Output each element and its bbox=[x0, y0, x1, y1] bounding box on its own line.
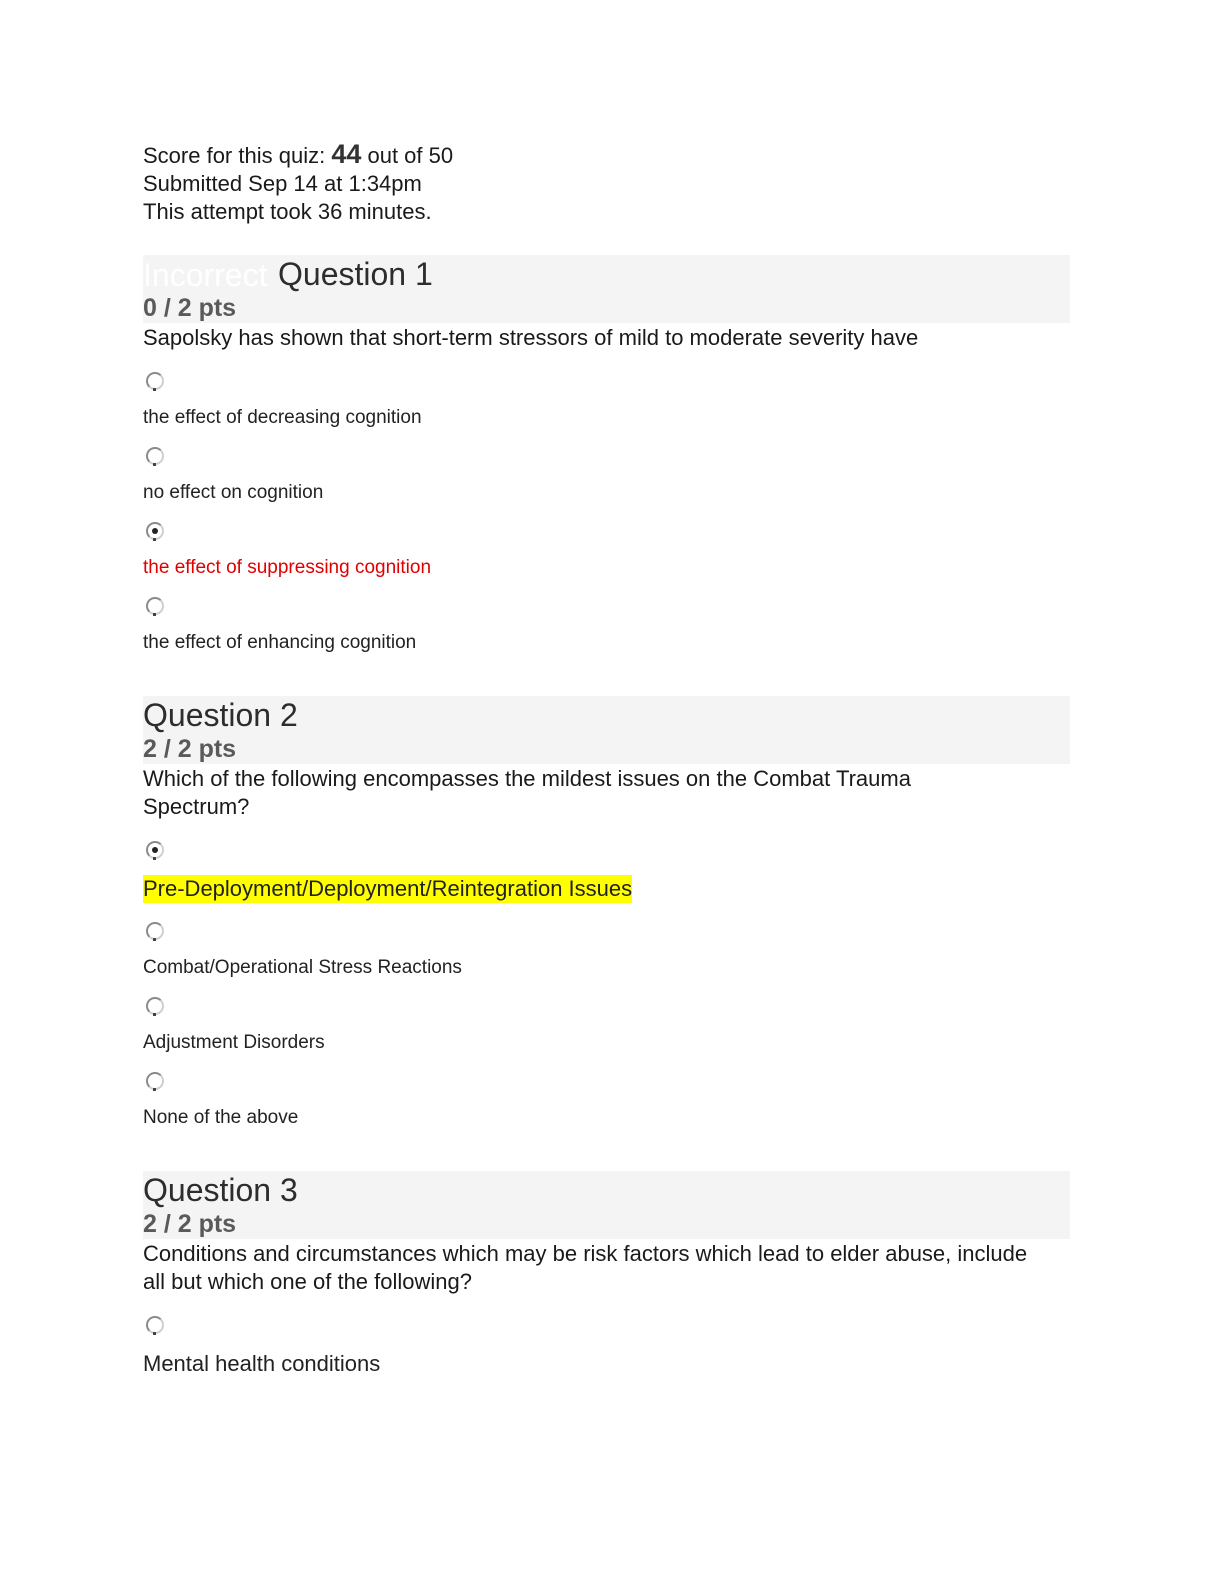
question-title: Question 2 bbox=[143, 697, 298, 733]
question-header bbox=[143, 255, 1070, 323]
answer-label: the effect of decreasing cognition bbox=[143, 407, 422, 428]
submitted-time: Submitted Sep 14 at 1:34pm bbox=[143, 171, 422, 196]
quiz-results-page bbox=[143, 140, 1070, 1378]
question-points: 2 / 2 pts bbox=[143, 735, 237, 763]
radio-button-selected[interactable] bbox=[146, 522, 164, 540]
answer-option[interactable] bbox=[143, 597, 1070, 655]
answer-label: Combat/Operational Stress Reactions bbox=[143, 957, 462, 978]
attempt-duration: This attempt took 36 minutes. bbox=[143, 199, 432, 224]
answer-option[interactable] bbox=[143, 522, 1070, 580]
score-total: out of 50 bbox=[367, 143, 454, 168]
answer-option[interactable] bbox=[143, 922, 1070, 980]
score-value: 44 bbox=[331, 139, 362, 169]
answer-option[interactable] bbox=[143, 1316, 1070, 1378]
incorrect-status-label: Incorrect bbox=[143, 257, 268, 293]
question-text: Which of the following encompasses the mildest issues on the Combat Trauma Spectrum? bbox=[143, 766, 911, 819]
answer-option[interactable] bbox=[143, 372, 1070, 430]
quiz-summary bbox=[143, 140, 1070, 226]
question-header bbox=[143, 1171, 1070, 1239]
question-2 bbox=[143, 696, 1070, 1130]
question-text: Sapolsky has shown that short-term stressors of mild to moderate severity have bbox=[143, 325, 919, 350]
answer-option[interactable] bbox=[143, 841, 1070, 903]
question-3 bbox=[143, 1171, 1070, 1378]
answer-label: no effect on cognition bbox=[143, 482, 324, 503]
question-title: Question 1 bbox=[278, 256, 433, 292]
question-1 bbox=[143, 255, 1070, 655]
question-points: 0 / 2 pts bbox=[143, 294, 237, 322]
score-label: Score for this quiz: bbox=[143, 143, 326, 168]
answer-label: the effect of enhancing cognition bbox=[143, 632, 417, 653]
question-header bbox=[143, 696, 1070, 764]
radio-button[interactable] bbox=[146, 1072, 164, 1090]
radio-button[interactable] bbox=[146, 997, 164, 1015]
radio-button[interactable] bbox=[146, 922, 164, 940]
answer-label-correct: Pre-Deployment/Deployment/Reintegration Issues bbox=[143, 876, 633, 901]
answer-option[interactable] bbox=[143, 997, 1070, 1055]
question-text: Conditions and circumstances which may be risk factors which lead to elder abuse, include all but which one of the following? bbox=[143, 1241, 1028, 1294]
answer-option[interactable] bbox=[143, 447, 1070, 505]
radio-button[interactable] bbox=[146, 1316, 164, 1334]
answer-label: None of the above bbox=[143, 1107, 299, 1128]
radio-button[interactable] bbox=[146, 447, 164, 465]
answer-label-wrong: the effect of suppressing cognition bbox=[143, 557, 432, 578]
score-line bbox=[143, 140, 1070, 170]
answer-option[interactable] bbox=[143, 1072, 1070, 1130]
answer-label: Mental health conditions bbox=[143, 1351, 381, 1376]
radio-button[interactable] bbox=[146, 597, 164, 615]
radio-button[interactable] bbox=[146, 372, 164, 390]
question-points: 2 / 2 pts bbox=[143, 1210, 237, 1238]
answer-label: Adjustment Disorders bbox=[143, 1032, 325, 1053]
question-title: Question 3 bbox=[143, 1172, 298, 1208]
radio-button-selected[interactable] bbox=[146, 841, 164, 859]
